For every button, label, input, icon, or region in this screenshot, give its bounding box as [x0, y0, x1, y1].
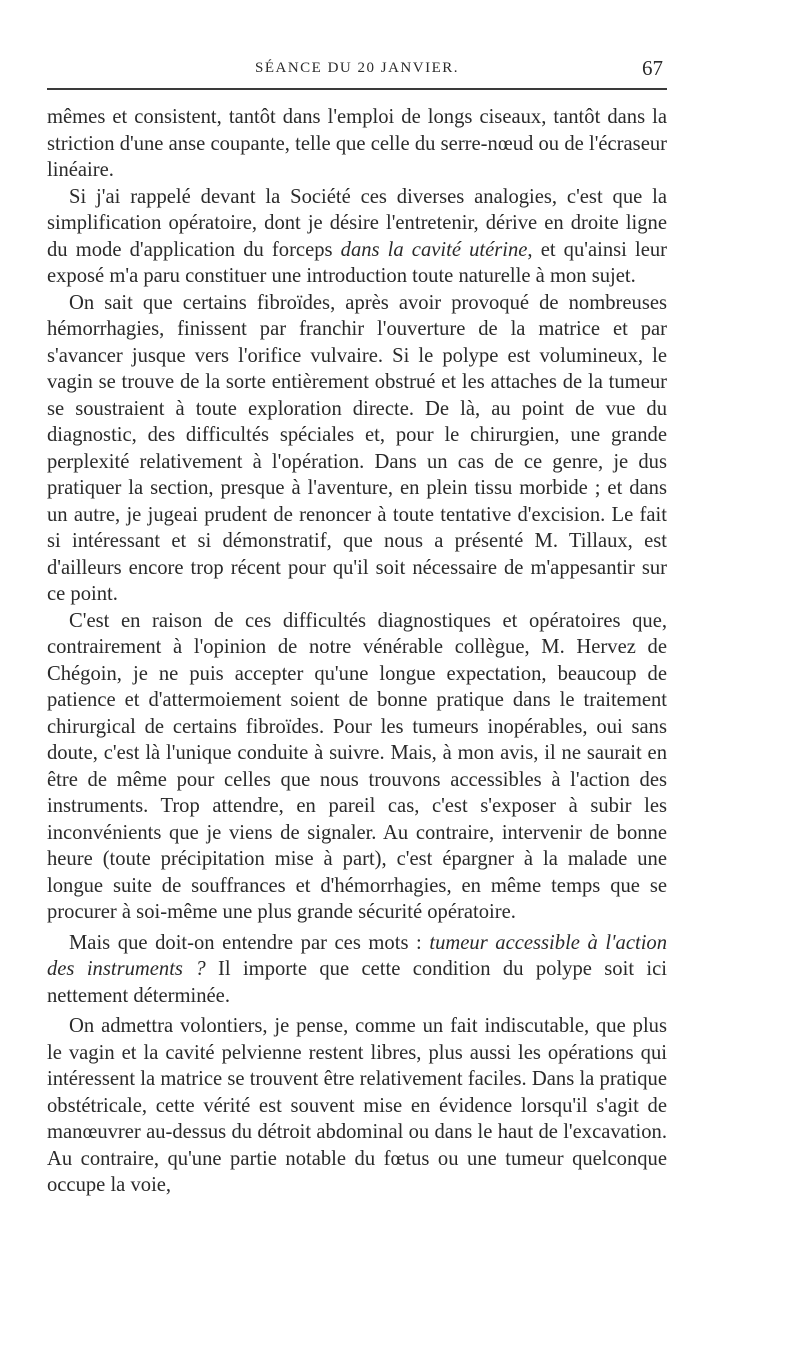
paragraph-vagina [47, 1013, 667, 1199]
paragraph-definition [47, 930, 667, 1010]
paragraph-difficulties [47, 608, 667, 926]
italic-phrase: tumeur accessible à l'action des instruments ? [47, 931, 668, 980]
paragraph-text: C'est en raison de ces difficultés diagnostiques et opératoires que, contrairement à l'opinion de notre vénérable collègue, M. Hervez de Chégoin, je ne puis accepter qu'une longue expectation, beaucoup de patience et d'attermoiement soient de bonne pratique dans le traitement chirurgical de certains fibroïdes. Pour les tumeurs inopérables, oui sans doute, c'est là l'unique conduite à suivre. Mais, à mon avis, il ne saurait en être de même pour celles que nous trouvons accessibles à l'action des instruments. Trop attendre, en pareil cas, c'est s'exposer à subir les inconvénients que je viens de signaler. Au contraire, intervenir de bonne heure (toute précipitation mise à part), c'est épargner à la malade une longue suite de souffrances et d'hémorrhagies, en même temps que se procurer à soi-même une plus grande sécurité opératoire. [47, 609, 667, 923]
paragraph-text: Il importe que cette condition du polype soit ici nettement déterminée. [47, 958, 668, 1007]
running-title: SÉANCE DU 20 JANVIER. [255, 60, 459, 76]
running-header [47, 58, 667, 90]
body-text [47, 104, 667, 1199]
paragraph-text: , et qu'ainsi leur exposé m'a paru constituer une introduction toute naturelle à mon sujet. [47, 238, 667, 287]
paragraph-text: Si j'ai rappelé devant la Société ces diverses analogies, c'est que la simplification opératoire, dont je désire l'entretenir, dérive en droite ligne du mode d'application du forceps [47, 185, 667, 261]
paragraph-analogies [47, 184, 667, 290]
paragraph-fibroids [47, 290, 667, 608]
paragraph-text: mêmes et consistent, tantôt dans l'emploi de longs ciseaux, tantôt dans la striction d'une anse coupante, telle que celle du serre-nœud ou de l'écraseur linéaire. [47, 106, 667, 181]
paragraph-text: On sait que certains fibroïdes, après avoir provoqué de nombreuses hémorrhagies, finissent par franchir l'ouverture de la matrice et par s'avancer jusque vers l'orifice vulvaire. Si le polype est volumineux, le vagin se trouve de la sorte entièrement obstrué et les attaches de la tumeur se soustraient à toute exploration directe. De là, au point de vue du diagnostic, des difficultés spéciales et, pour le chirurgien, une grande perplexité relativement à l'opération. Dans un cas de ce genre, je dus pratiquer la section, presque à l'aventure, en plein tissu morbide ; et dans un autre, je jugeai prudent de renoncer à toute tentative d'excision. Le fait si intéressant et si démonstratif, que nous a présenté M. Tillaux, est d'ailleurs encore trop récent pour qu'il soit nécessaire de m'appesantir sur ce point. [47, 291, 667, 605]
italic-phrase: dans la cavité utérine [340, 238, 528, 261]
book-page [47, 58, 667, 1199]
page-number: 67 [642, 56, 663, 80]
paragraph-text: On admettra volontiers, je pense, comme un fait indiscutable, que plus le vagin et la cavité pelvienne restent libres, plus aussi les opérations qui intéressent la matrice se trouvent être relativement faciles. Dans la pratique obstétricale, cette vérité est souvent mise en évidence lorsqu'il s'agit de manœuvrer au-dessus du détroit abdominal ou dans le haut de l'excavation. Au contraire, qu'une partie notable du fœtus ou une tumeur quelconque occupe la voie, [47, 1015, 667, 1196]
paragraph-continuation [47, 104, 667, 184]
paragraph-text: Mais que doit-on entendre par ces mots : [69, 931, 430, 954]
